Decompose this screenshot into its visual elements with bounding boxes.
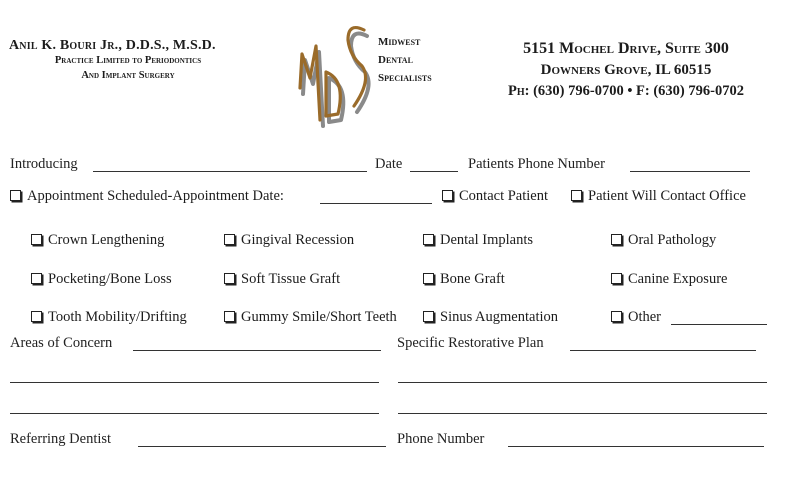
procedure-label: Pocketing/Bone Loss — [48, 271, 172, 287]
address-line-1: 5151 Mochel Drive, Suite 300 — [523, 40, 729, 57]
appointment-option[interactable] — [10, 188, 284, 205]
procedure-label: Canine Exposure — [628, 271, 728, 287]
areas-of-concern-line-2[interactable] — [10, 382, 379, 383]
patients-phone-field[interactable] — [630, 171, 750, 172]
procedure-option[interactable] — [611, 232, 716, 249]
procedure-label: Gingival Recession — [241, 232, 355, 248]
procedure-label: Tooth Mobility/Drifting — [48, 309, 187, 325]
procedure-option[interactable] — [423, 232, 533, 249]
procedure-option[interactable] — [224, 309, 397, 326]
procedure-option[interactable] — [31, 232, 164, 249]
mds-logo — [290, 18, 380, 134]
checkbox-icon[interactable] — [423, 273, 434, 284]
checkbox-icon[interactable] — [31, 311, 42, 322]
areas-of-concern-field[interactable] — [133, 350, 381, 351]
procedure-option[interactable] — [224, 232, 354, 249]
procedure-label: Sinus Augmentation — [440, 309, 559, 325]
procedure-option[interactable] — [423, 271, 505, 288]
procedure-label: Soft Tissue Graft — [241, 271, 341, 287]
procedure-label: Gummy Smile/Short Teeth — [241, 309, 397, 325]
checkbox-icon[interactable] — [423, 234, 434, 245]
referring-dentist-label: Referring Dentist — [10, 431, 112, 447]
introducing-field[interactable] — [93, 171, 367, 172]
areas-of-concern-label: Areas of Concern — [10, 335, 113, 351]
checkbox-icon[interactable] — [571, 190, 582, 201]
date-field[interactable] — [410, 171, 458, 172]
other-field[interactable] — [671, 324, 767, 325]
checkbox-icon[interactable] — [611, 311, 622, 322]
appointment-date-field[interactable] — [320, 203, 432, 204]
address-line-2: Downers Grove, IL 60515 — [540, 62, 712, 78]
introducing-label: Introducing — [10, 156, 78, 172]
contact-patient-option[interactable] — [442, 188, 548, 205]
logo-name-line-2: Dental — [378, 54, 413, 66]
checkbox-icon[interactable] — [224, 234, 235, 245]
procedure-label: Crown Lengthening — [48, 232, 165, 248]
practice-line-1: Practice Limited to Periodontics — [54, 55, 202, 66]
checkbox-icon[interactable] — [611, 234, 622, 245]
patient-will-contact-option[interactable] — [571, 188, 746, 205]
patient-will-contact-label: Patient Will Contact Office — [588, 188, 746, 204]
checkbox-icon[interactable] — [10, 190, 21, 201]
contact-patient-label: Contact Patient — [459, 188, 548, 204]
procedure-option[interactable] — [423, 309, 558, 326]
checkbox-icon[interactable] — [442, 190, 453, 201]
checkbox-icon[interactable] — [31, 273, 42, 284]
practice-line-2: And Implant Surgery — [81, 70, 175, 81]
procedure-option[interactable] — [31, 309, 187, 326]
doctor-name: Anil K. Bouri Jr., D.D.S., M.S.D. — [9, 38, 216, 53]
restorative-plan-field[interactable] — [570, 350, 756, 351]
procedure-label: Other — [628, 309, 662, 325]
phone-number-label: Phone Number — [397, 431, 485, 447]
procedure-label: Dental Implants — [440, 232, 534, 248]
date-label: Date — [375, 156, 403, 172]
patients-phone-label: Patients Phone Number — [468, 156, 605, 172]
procedure-label: Oral Pathology — [628, 232, 717, 248]
checkbox-icon[interactable] — [31, 234, 42, 245]
checkbox-icon[interactable] — [423, 311, 434, 322]
procedure-option[interactable] — [611, 271, 727, 288]
areas-of-concern-line-3[interactable] — [10, 413, 379, 414]
restorative-plan-label: Specific Restorative Plan — [397, 335, 544, 351]
checkbox-icon[interactable] — [611, 273, 622, 284]
appointment-label: Appointment Scheduled-Appointment Date: — [27, 188, 284, 204]
restorative-plan-line-3[interactable] — [398, 413, 767, 414]
procedure-option[interactable] — [224, 271, 340, 288]
procedure-option[interactable] — [611, 309, 661, 326]
phone-fax: Ph: (630) 796-0700 • F: (630) 796-0702 — [508, 83, 744, 99]
checkbox-icon[interactable] — [224, 311, 235, 322]
checkbox-icon[interactable] — [224, 273, 235, 284]
logo-name-line-3: Specialists — [378, 72, 432, 84]
phone-number-field[interactable] — [508, 446, 764, 447]
referring-dentist-field[interactable] — [138, 446, 386, 447]
restorative-plan-line-2[interactable] — [398, 382, 767, 383]
procedure-option[interactable] — [31, 271, 172, 288]
logo-name-line-1: Midwest — [378, 36, 421, 48]
procedure-label: Bone Graft — [440, 271, 505, 287]
